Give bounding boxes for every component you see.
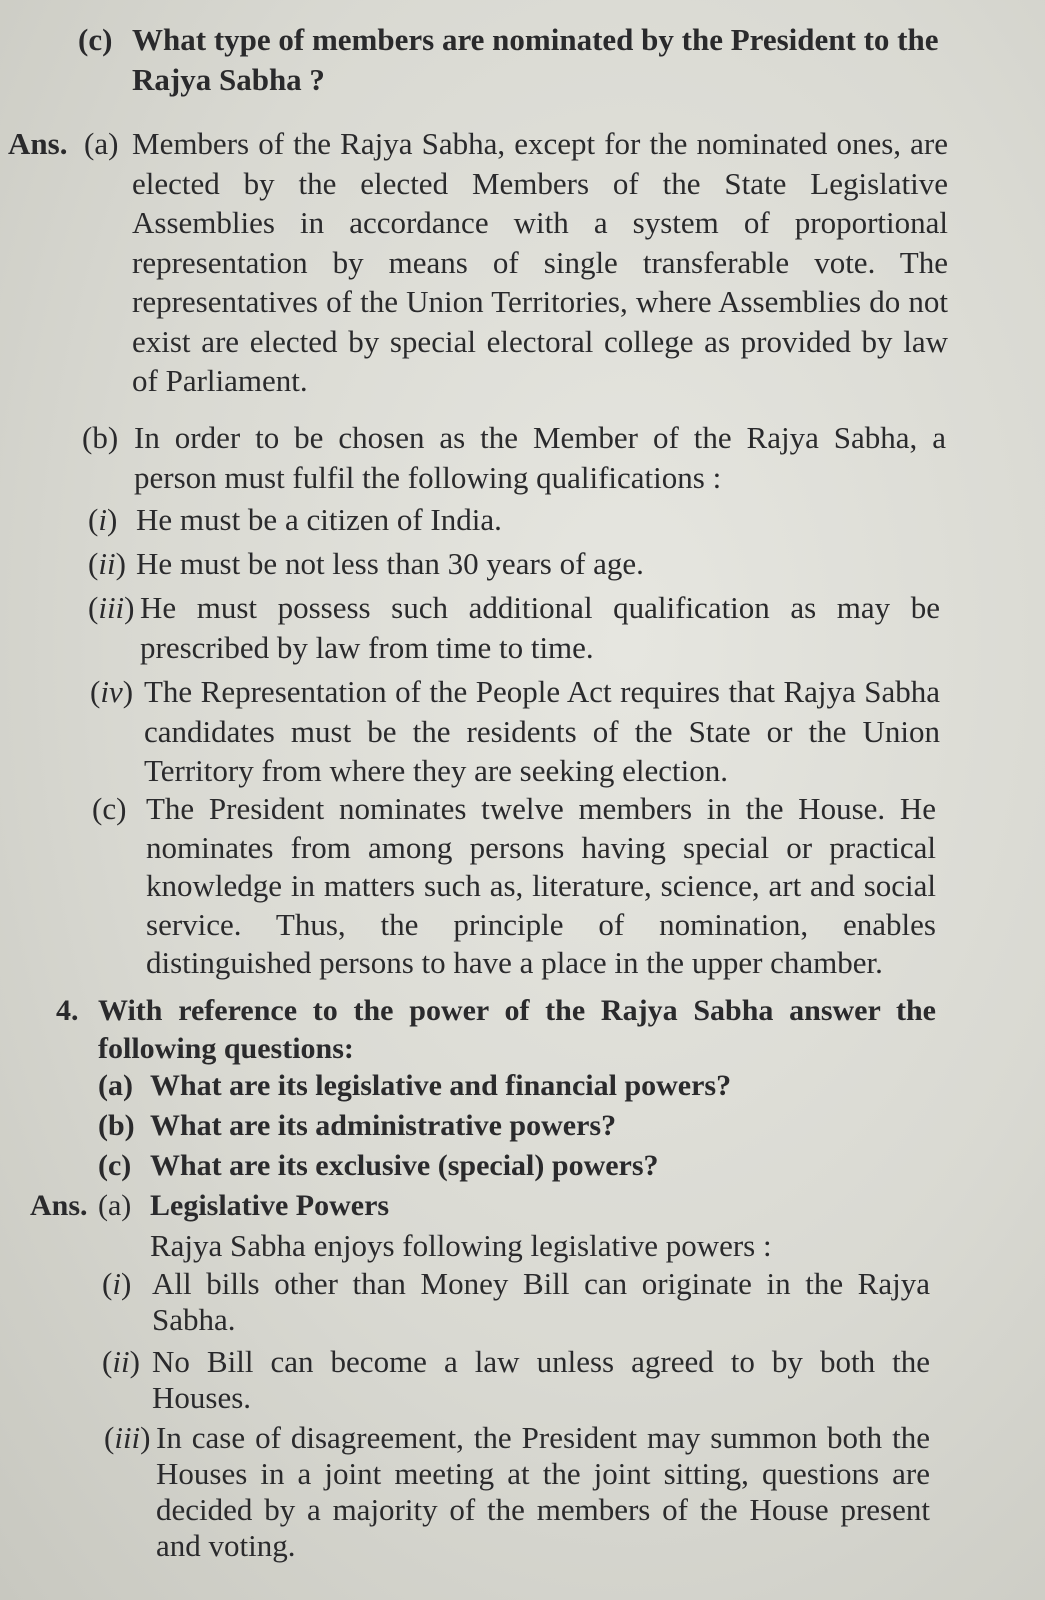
item-label: (iv) [90, 674, 134, 709]
part-label: (a) [98, 1069, 133, 1102]
list-item [102, 1344, 930, 1416]
answer-3b [82, 418, 946, 497]
answer-prefix: Ans. [8, 126, 68, 161]
item-numeral: iii [114, 1420, 141, 1455]
answer-text: The President nominates twelve members in the House. He nominates from among persons having special or practical knowledge in matters such as, literature, science, art and social service. Thus, the principle of nomination, enables distinguished persons to have a place in the upper chamber. [146, 791, 936, 980]
question-part [98, 1146, 918, 1186]
answer-prefix: Ans. [30, 1189, 88, 1222]
list-item [102, 1266, 930, 1338]
item-numeral: ii [112, 1344, 130, 1379]
item-text: He must be a citizen of India. [136, 502, 502, 537]
answer-4-intro [150, 1226, 930, 1266]
item-text: He must possess such additional qualification as may be prescribed by law from time to time. [140, 590, 940, 665]
item-label: (iii) [104, 1420, 151, 1455]
part-label: (c) [98, 1149, 132, 1182]
answer-text: Members of the Rajya Sabha, except for the nominated ones, are elected by the elected Members of the State Legislative Assemblies in accordance with a system of proportional representation by means of single transferable vote. The representatives of the Union Territories, where Assemblies do not exist are elected by special electoral college as provided by law of Parliament. [132, 126, 948, 398]
item-text: In case of disagreement, the President may summon both the Houses in a joint meeting at the joint sitting, questions are decided by a majority of the members of the House present and voting. [156, 1420, 930, 1563]
list-item [88, 544, 948, 584]
item-numeral: ii [98, 546, 116, 581]
item-text: No Bill can become a law unless agreed to by both the Houses. [152, 1344, 930, 1415]
answer-label: (b) [82, 420, 119, 455]
answer-label: (c) [92, 791, 127, 826]
item-numeral: iv [100, 674, 123, 709]
answer-text: In order to be chosen as the Member of the Rajya Sabha, a person must fulfil the following qualifications : [134, 420, 946, 495]
question-text: What type of members are nominated by the President to the Rajya Sabha ? [132, 22, 939, 97]
section-heading: Legislative Powers [150, 1189, 390, 1222]
item-text: He must be not less than 30 years of age. [136, 546, 644, 581]
answer-label: (a) [84, 126, 119, 161]
item-numeral: i [112, 1266, 121, 1301]
part-label: (b) [98, 1109, 135, 1142]
question-text: With reference to the power of the Rajya Sabha answer the following questions: [98, 994, 936, 1065]
list-item [104, 1420, 930, 1564]
item-label: (ii) [102, 1344, 140, 1379]
intro-text: Rajya Sabha enjoys following legislative powers : [150, 1228, 772, 1263]
question-label: (c) [78, 22, 113, 57]
item-numeral: iii [98, 590, 125, 625]
question-4 [56, 992, 936, 1068]
list-item [90, 672, 940, 791]
list-item [88, 588, 940, 667]
question-part [98, 1106, 918, 1146]
item-label: (i) [102, 1266, 132, 1301]
part-text: What are its administrative powers? [150, 1109, 617, 1142]
answer-label: (a) [98, 1189, 132, 1222]
item-text: The Representation of the People Act requires that Rajya Sabha candidates must be the residents of the State or the Union Territory from where they are seeking election. [144, 674, 940, 788]
answer-3a [8, 124, 948, 401]
list-item [88, 500, 948, 540]
item-label: (ii) [88, 546, 126, 581]
question-part [98, 1066, 918, 1106]
question-number: 4. [56, 994, 79, 1027]
item-text: All bills other than Money Bill can originate in the Rajya Sabha. [152, 1266, 930, 1337]
part-text: What are its legislative and financial powers? [150, 1069, 732, 1102]
item-label: (iii) [88, 590, 135, 625]
part-text: What are its exclusive (special) powers? [150, 1149, 659, 1182]
item-label: (i) [88, 502, 118, 537]
answer-3c [92, 790, 936, 983]
item-numeral: i [98, 502, 107, 537]
question-3c [78, 20, 948, 99]
